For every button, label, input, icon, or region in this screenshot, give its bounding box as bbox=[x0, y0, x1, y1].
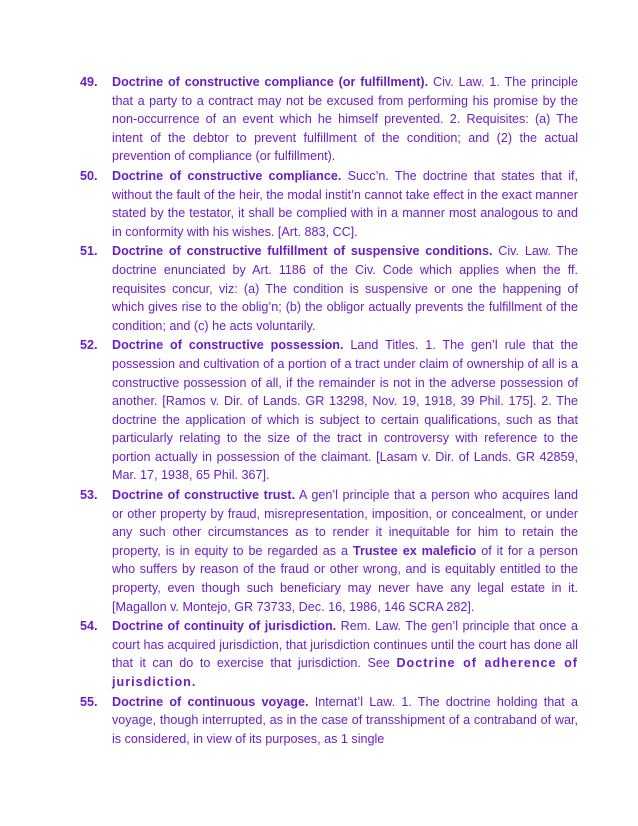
entry-number: 52. bbox=[80, 338, 98, 353]
entry-term: Doctrine of continuity of jurisdiction. bbox=[112, 619, 337, 634]
entry-term: Doctrine of continuous voyage. bbox=[112, 694, 309, 709]
entry-52 bbox=[80, 336, 578, 485]
entry-body bbox=[112, 693, 578, 749]
entry-body bbox=[112, 336, 578, 485]
entry-term: Doctrine of constructive compliance (or fulfillment). bbox=[112, 75, 429, 89]
entry-body bbox=[112, 617, 578, 691]
entry-text: A gen’l principle that a person who acquires land or other property by fraud, misrepresentation, imposition, or concealment, or under any such other circumstances as to render it inequitable for him to retain the property, is in equity to be regarded as a bbox=[112, 488, 578, 558]
entry-number: 53. bbox=[80, 488, 98, 503]
entry-body bbox=[112, 486, 578, 616]
entry-51 bbox=[80, 242, 578, 335]
entry-text: Internat’l Law. 1. The doctrine holding that a voyage, though interrupted, as in the case of transshipment of a contraband of war, is considered, in view of its purposes, as 1 single bbox=[112, 694, 578, 746]
entry-term: Doctrine of constructive fulfillment of suspensive conditions. bbox=[112, 244, 493, 259]
entry-55 bbox=[80, 693, 578, 749]
entry-number: 50. bbox=[80, 168, 98, 183]
entry-term: Doctrine of constructive possession. bbox=[112, 338, 344, 353]
entry-number: 54. bbox=[80, 619, 98, 634]
entry-54 bbox=[80, 617, 578, 691]
cross-reference-link[interactable]: Doctrine of adherence of jurisdiction. bbox=[112, 656, 578, 689]
entry-text: Land Titles. 1. The gen’l rule that the possession and cultivation of a portion of a tract under claim of ownership of all is a constructive possession of all, if the remainder is not in the adverse possession of another. [Ramos v. Dir. of Lands. GR 13298, Nov. 19, 1918, 39 Phil. 175]. 2. The doctrine the application of which is subject to certain qualifications, such as that particularly relating to the size of the tract in controversy with reference to the portion actually in possession of the claimant. [Lasam v. Dir. of Lands. GR 42859, Mar. 17, 1938, 65 Phil. 367]. bbox=[112, 338, 578, 483]
entry-53 bbox=[80, 486, 578, 616]
entry-body bbox=[112, 73, 578, 166]
entry-text: of it for a person who suffers by reason of the fraud or other wrong, and is equitably entitled to the property, even though such beneficiary may never have any legal estate in it. [Magallon v. Montejo, GR 73733, Dec. 16, 1986, 146 SCRA 282]. bbox=[112, 543, 578, 614]
entry-body bbox=[112, 167, 578, 241]
entry-text: Succ’n. The doctrine that states that if, without the fault of the heir, the modal instit’n cannot take effect in the exact manner stated by the testator, it shall be complied with in a manner most analogous to and in conformity with his wishes. [Art. 883, CC]. bbox=[112, 168, 578, 239]
entry-term: Doctrine of constructive compliance. bbox=[112, 168, 342, 183]
entry-49 bbox=[80, 73, 578, 166]
entry-number: 51. bbox=[80, 244, 98, 259]
entry-body bbox=[112, 242, 578, 335]
entry-term: Doctrine of constructive trust. bbox=[112, 488, 296, 503]
entry-number: 55. bbox=[80, 694, 98, 709]
entry-text: Civ. Law. The doctrine enunciated by Art. 1186 of the Civ. Code which applies when the ff. requisites concur, viz: (a) The condition is suspensive or one the happening of which gives rise to the oblig’n; (b) the obligor actually prevents the fulfillment of the condition; and (c) he acts voluntarily. bbox=[112, 244, 578, 333]
entry-bold-term: Trustee ex maleficio bbox=[352, 543, 477, 558]
entry-text: Civ. Law. 1. The principle that a party to a contract may not be excused from performing his promise by the non-occurrence of an event which he himself prevented. 2. Requisites: (a) The intent of the debtor to prevent fulfillment of the condition; and (2) the actual prevention of compliance (or fulfillment). bbox=[112, 75, 578, 164]
entry-50 bbox=[80, 167, 578, 241]
entry-number: 49. bbox=[80, 75, 98, 89]
entry-text: Rem. Law. The gen’l principle that once a court has acquired jurisdiction, that jurisdiction continues until the court has done all that it can do to exercise that jurisdiction. See bbox=[112, 619, 578, 671]
